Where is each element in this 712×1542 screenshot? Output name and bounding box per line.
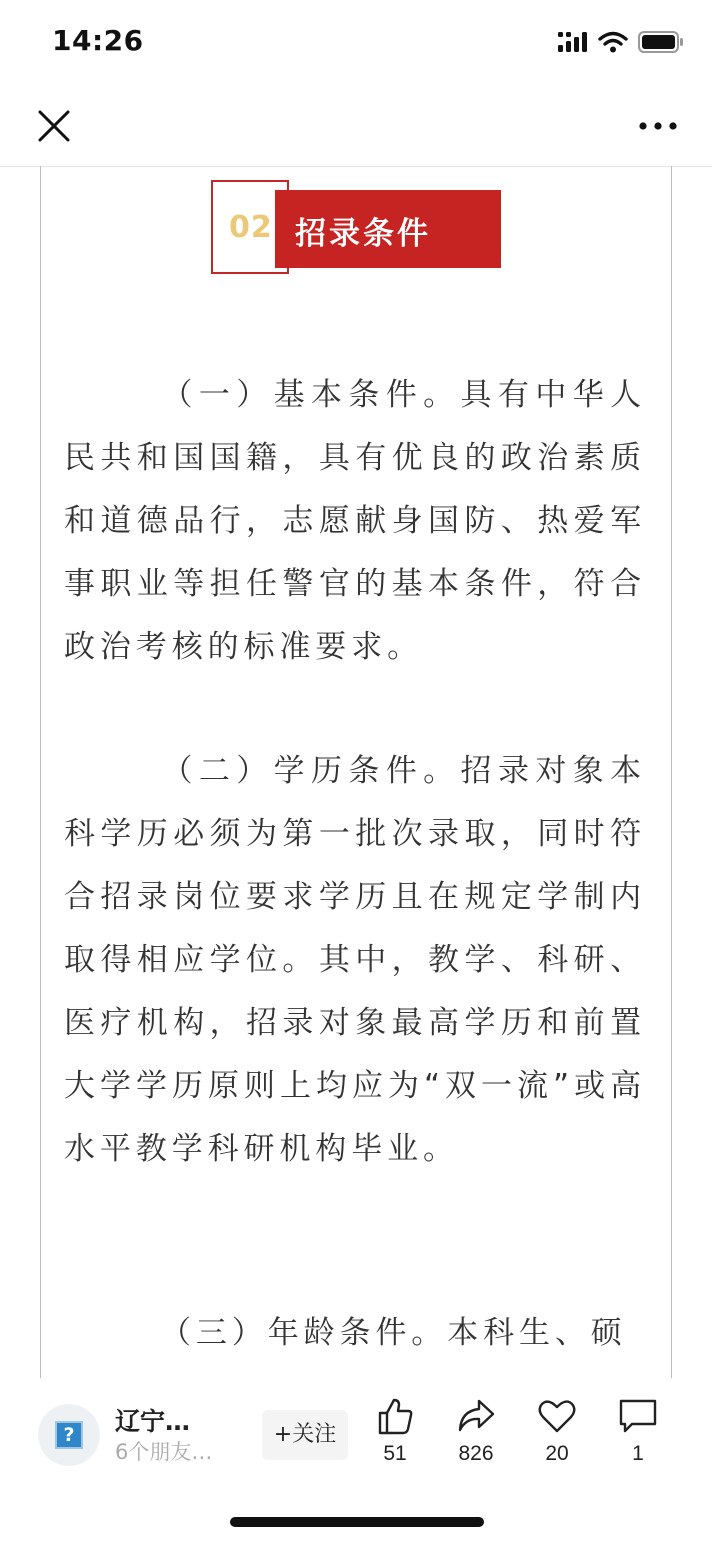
account-friends-info: 6个朋友… xyxy=(115,1440,213,1464)
paragraph-text: （二）学历条件。招录对象本科学历必须为第一批次录取，同时符合招录岗位要求学历且在规定学制内取得相应学位。其中，教学、科研、医疗机构，招录对象最高学历和前置大学学历原则上均应为“双一流”或高水平教学科研机构毕业。 xyxy=(64,753,646,1167)
like-button[interactable] xyxy=(355,1396,435,1476)
comment-count: 1 xyxy=(632,1442,644,1465)
section-header xyxy=(211,180,501,280)
like-count: 51 xyxy=(383,1442,407,1465)
battery-icon xyxy=(638,30,684,54)
frame-border-right xyxy=(671,166,672,1378)
avatar-placeholder-icon: ? xyxy=(55,1421,83,1449)
home-indicator[interactable] xyxy=(230,1517,484,1527)
account-name[interactable]: 辽宁… xyxy=(115,1407,191,1436)
article-content[interactable] xyxy=(0,166,712,1378)
status-icons xyxy=(558,30,684,54)
section-number: 02 xyxy=(229,210,273,245)
status-bar xyxy=(0,0,712,86)
paragraph-age-conditions xyxy=(64,1302,646,1365)
paragraph-education-conditions xyxy=(64,740,646,1181)
section-title-band xyxy=(275,190,501,268)
follow-button[interactable]: +关注 xyxy=(262,1410,348,1460)
comment-button[interactable] xyxy=(598,1396,678,1476)
cellular-signal-icon xyxy=(558,31,588,53)
frame-border-left xyxy=(40,166,41,1378)
wifi-icon xyxy=(598,31,628,53)
favorite-count: 20 xyxy=(545,1442,569,1465)
section-title: 招录条件 xyxy=(295,216,431,252)
comment-bubble-icon xyxy=(618,1396,658,1436)
thumbs-up-icon xyxy=(375,1396,415,1436)
share-button[interactable] xyxy=(436,1396,516,1476)
share-count: 826 xyxy=(458,1442,494,1465)
more-dots-icon xyxy=(638,108,678,144)
more-options-button[interactable] xyxy=(638,108,678,144)
close-button[interactable] xyxy=(34,106,74,146)
paragraph-text: （一）基本条件。具有中华人民共和国国籍，具有优良的政治素质和道德品行，志愿献身国防、热爱军事职业等担任警官的基本条件，符合政治考核的标准要求。 xyxy=(64,377,646,665)
favorite-button[interactable] xyxy=(517,1396,597,1476)
paragraph-text: （三）年龄条件。本科生、硕 xyxy=(160,1315,627,1351)
heart-icon xyxy=(537,1396,577,1436)
close-icon xyxy=(34,106,74,146)
nav-bar xyxy=(0,86,712,167)
share-arrow-icon xyxy=(456,1396,496,1436)
account-avatar[interactable] xyxy=(38,1404,100,1466)
status-time: 14:26 xyxy=(52,24,144,57)
paragraph-basic-conditions xyxy=(64,364,646,679)
